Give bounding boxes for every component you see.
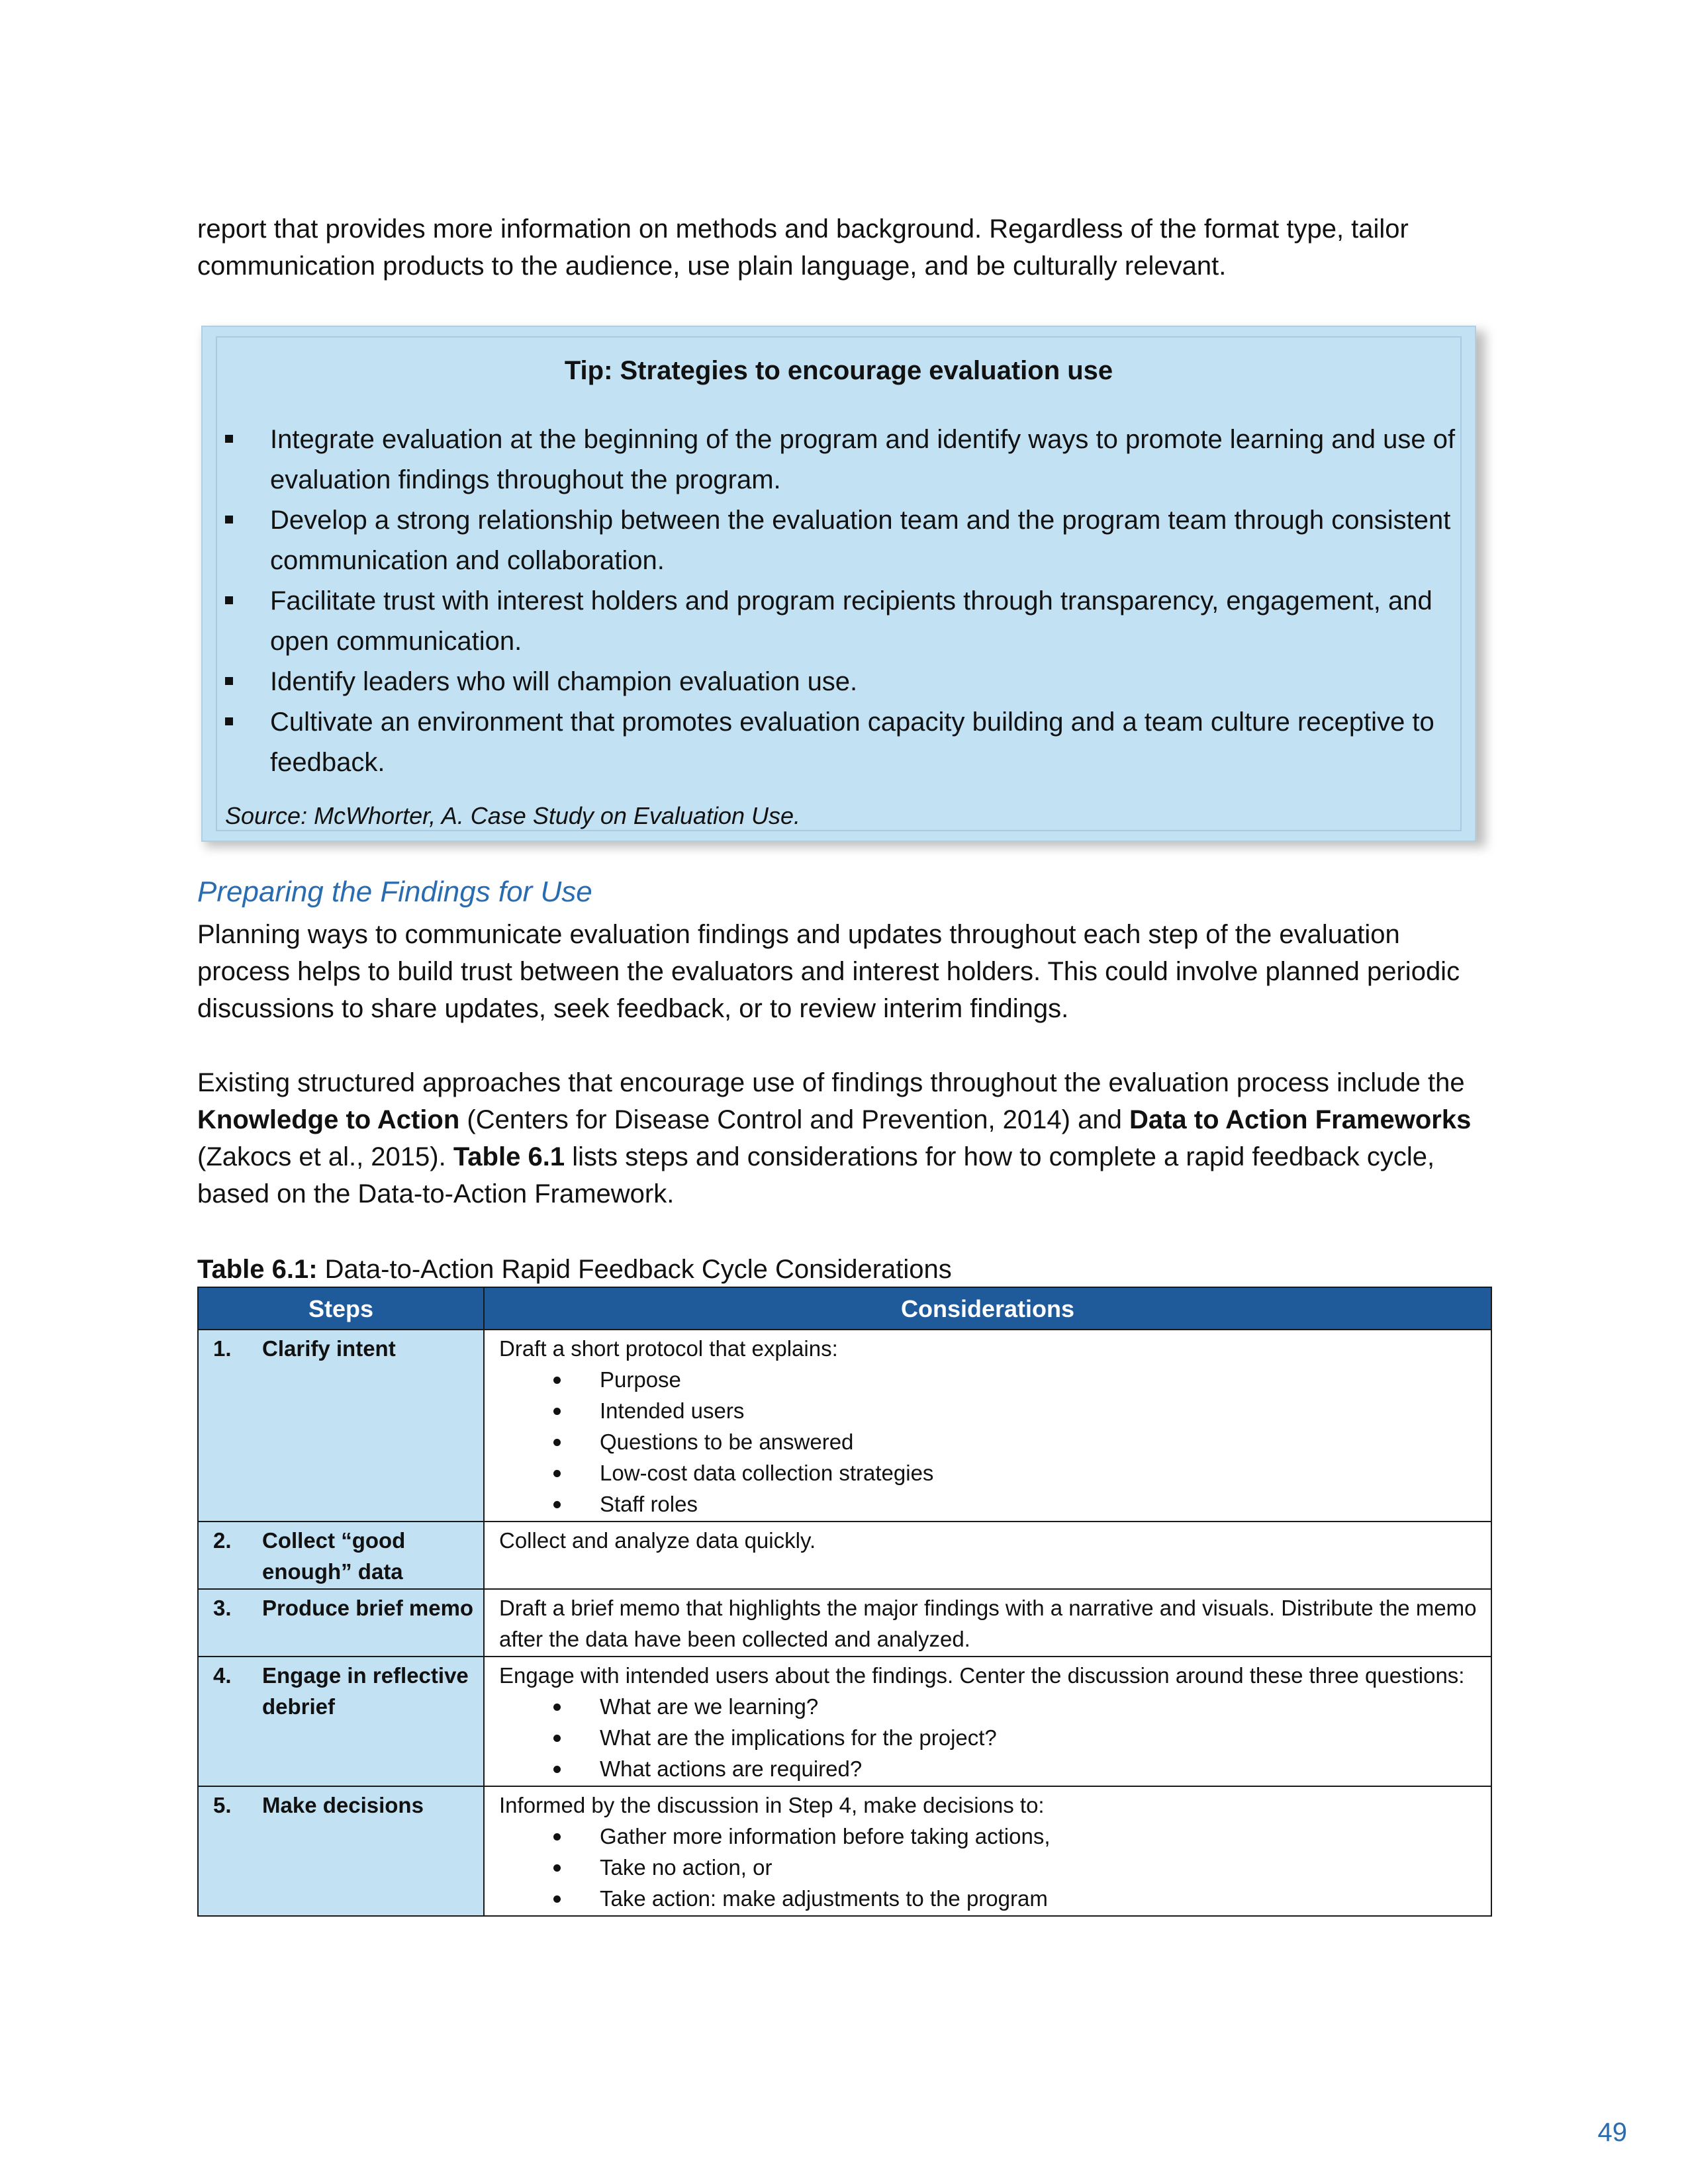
tip-item-text: Facilitate trust with interest holders and program recipients through transparency, engagement, and open communication. — [270, 586, 1432, 656]
step-cell — [198, 1786, 484, 1916]
table-caption-text: Data-to-Action Rapid Feedback Cycle Considerations — [317, 1255, 952, 1284]
section-heading: Preparing the Findings for Use — [197, 876, 592, 908]
list-item: Low-cost data collection strategies — [499, 1457, 1477, 1488]
considerations-cell — [484, 1657, 1491, 1786]
step-number: 4. — [213, 1663, 232, 1688]
step-number: 2. — [213, 1528, 232, 1553]
tip-item-text: Integrate evaluation at the beginning of the program and identify ways to promote learning and use of evaluation findings throughout the program. — [270, 425, 1456, 494]
table-row — [198, 1589, 1491, 1657]
considerations-cell — [484, 1589, 1491, 1657]
square-bullet-icon — [225, 516, 233, 523]
step-number: 1. — [213, 1336, 232, 1361]
tip-item — [217, 702, 1463, 783]
tip-item — [217, 500, 1463, 581]
list-item: Purpose — [499, 1364, 1477, 1395]
tip-box — [201, 326, 1476, 842]
list-item: What actions are required? — [499, 1753, 1477, 1784]
section-paragraph-2 — [197, 1064, 1495, 1212]
step-label: Make decisions — [262, 1793, 424, 1817]
table-row — [198, 1786, 1491, 1916]
square-bullet-icon — [225, 596, 233, 604]
table-caption — [197, 1251, 952, 1288]
para2-text-1: Existing structured approaches that encourage use of findings throughout the evaluation process include the — [197, 1068, 1465, 1097]
considerations-cell — [484, 1786, 1491, 1916]
list-item: Intended users — [499, 1395, 1477, 1426]
considerations-cell — [484, 1522, 1491, 1589]
table-row — [198, 1522, 1491, 1589]
table-header-row — [198, 1287, 1491, 1330]
table-reference: Table 6.1 — [453, 1142, 565, 1171]
para2-text-4: lists steps and considerations for how to complete a rapid feedback cycle, based on the Data-to-Action Framework. — [197, 1142, 1435, 1208]
header-considerations: Considerations — [484, 1287, 1491, 1330]
square-bullet-icon — [225, 435, 233, 443]
data-to-action-table — [197, 1287, 1492, 1917]
considerations-text: Draft a brief memo that highlights the major findings with a narrative and visuals. Distribute the memo after the data have been collected and analyzed. — [499, 1596, 1477, 1651]
para2-text-2: (Centers for Disease Control and Prevention, 2014) and — [459, 1105, 1129, 1134]
knowledge-to-action-term: Knowledge to Action — [197, 1105, 460, 1134]
step-label: Produce brief memo — [262, 1596, 474, 1620]
considerations-list — [499, 1691, 1477, 1784]
square-bullet-icon — [225, 677, 233, 685]
intro-paragraph: report that provides more information on methods and background. Regardless of the format type, tailor communication products to the audience, use plain language, and be culturally relevant. — [197, 214, 1409, 281]
list-item: Take action: make adjustments to the program — [499, 1883, 1477, 1914]
list-item: Take no action, or — [499, 1852, 1477, 1883]
tip-item — [217, 662, 1463, 702]
page-number: 49 — [1597, 2118, 1627, 2147]
list-item: Staff roles — [499, 1488, 1477, 1520]
section-paragraph-1: Planning ways to communicate evaluation findings and updates throughout each step of the evaluation process helps to build trust between the evaluators and interest holders. This could involve planned periodic discussions to share updates, seek feedback, or to review interim findings. — [197, 920, 1460, 1023]
step-cell — [198, 1657, 484, 1786]
step-cell — [198, 1522, 484, 1589]
tip-title: Tip: Strategies to encourage evaluation use — [564, 356, 1113, 385]
list-item: Questions to be answered — [499, 1426, 1477, 1457]
step-label: Clarify intent — [262, 1336, 396, 1361]
table-caption-label: Table 6.1: — [197, 1255, 318, 1284]
considerations-text: Informed by the discussion in Step 4, make decisions to: — [499, 1793, 1045, 1817]
step-label: Collect “good enough” data — [262, 1528, 406, 1584]
step-label: Engage in reflective debrief — [262, 1663, 469, 1719]
tip-item — [217, 420, 1463, 500]
table-row — [198, 1657, 1491, 1786]
data-to-action-term: Data to Action Frameworks — [1129, 1105, 1472, 1134]
list-item: What are the implications for the project? — [499, 1722, 1477, 1753]
considerations-cell — [484, 1330, 1491, 1522]
considerations-text: Engage with intended users about the findings. Center the discussion around these three questions: — [499, 1663, 1465, 1688]
para2-text-3: (Zakocs et al., 2015). — [197, 1142, 453, 1171]
step-number: 5. — [213, 1793, 232, 1817]
tip-item-text: Develop a strong relationship between the evaluation team and the program team through consistent communication and collaboration. — [270, 506, 1451, 575]
tip-box-inner — [216, 336, 1462, 831]
tip-list — [217, 420, 1463, 783]
step-number: 3. — [213, 1596, 232, 1620]
step-cell — [198, 1589, 484, 1657]
tip-item-text: Cultivate an environment that promotes evaluation capacity building and a team culture receptive to feedback. — [270, 707, 1434, 777]
step-cell — [198, 1330, 484, 1522]
tip-source: Source: McWhorter, A. Case Study on Evaluation Use. — [225, 802, 801, 829]
considerations-list — [499, 1821, 1477, 1914]
tip-item-text: Identify leaders who will champion evaluation use. — [270, 667, 858, 696]
tip-item — [217, 581, 1463, 662]
considerations-text: Draft a short protocol that explains: — [499, 1336, 838, 1361]
considerations-text: Collect and analyze data quickly. — [499, 1528, 816, 1553]
list-item: Gather more information before taking actions, — [499, 1821, 1477, 1852]
list-item: What are we learning? — [499, 1691, 1477, 1722]
considerations-list — [499, 1364, 1477, 1520]
table-row — [198, 1330, 1491, 1522]
square-bullet-icon — [225, 717, 233, 725]
header-steps: Steps — [198, 1287, 484, 1330]
